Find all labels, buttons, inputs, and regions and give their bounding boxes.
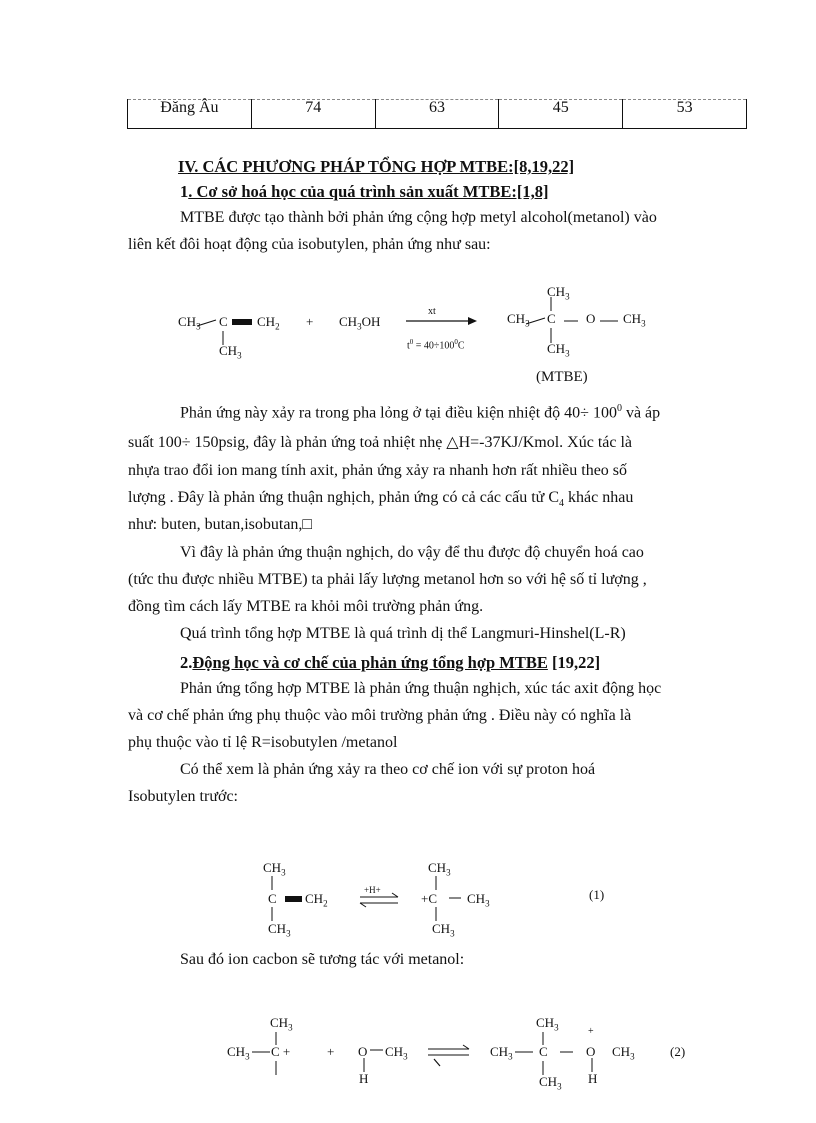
ch3-top: $CH_3$	[536, 1015, 559, 1033]
hydrogen: H	[359, 1071, 369, 1086]
product-carbon: C	[547, 311, 556, 326]
methanol-oxygen: O	[358, 1044, 368, 1059]
temperature-label: $t^0 = 40\div 100^0C$	[407, 338, 465, 352]
paragraph-line: nhựa trao đổi ion mang tính axit, phản ứng xảy ra nhanh hơn rất nhiều theo số	[128, 462, 628, 479]
equilibrium-arrow	[392, 893, 398, 897]
paragraph-line: Có thể xem là phản ứng xảy ra theo cơ chế ion với sự proton hoá	[180, 761, 596, 778]
carbon-atom: C	[539, 1044, 548, 1059]
paragraph-line: như: buten, butan,isobutan,□	[128, 516, 313, 533]
equation-number: (1)	[589, 887, 605, 902]
ch3-left: $CH_3$	[227, 1044, 250, 1062]
proton-label: +H+	[364, 885, 381, 895]
double-bond-mark	[285, 896, 302, 902]
reactant-isobutylene: $CH_3$	[178, 314, 201, 332]
subheading-2-text: Động học và cơ chế của phản ứng tổng hợp MTBE	[192, 653, 548, 672]
bond-line	[526, 318, 545, 324]
paragraph-line: Phản ứng này xảy ra trong pha lỏng ở tại điều kiện nhiệt độ $40\div 100^0$ và áp	[180, 403, 661, 422]
arrow-head	[468, 317, 477, 325]
paragraph-line: Sau đó ion cacbon sẽ tương tác với metanol:	[180, 951, 465, 968]
product-ch3-right: $CH_3$	[623, 311, 646, 329]
carbocation: C +	[271, 1044, 291, 1059]
equilibrium-arrow	[434, 1059, 440, 1066]
paragraph-line: phụ thuộc vào tỉ lệ R=isobutylen /metanol	[128, 734, 398, 751]
carbocation: +C	[421, 891, 438, 906]
paragraph-line: liên kết đôi hoạt động của isobutylen, phản ứng như sau:	[128, 236, 491, 253]
product-ch3-bottom: $CH_3$	[547, 341, 570, 359]
ch3-top: $CH_3$	[263, 860, 286, 878]
ch3-right: $CH_3$	[467, 891, 490, 909]
carbon-atom: C	[268, 891, 277, 906]
paragraph-line: Isobutylen trước:	[128, 788, 238, 805]
subheading-2-number: 2.	[180, 653, 193, 672]
paragraph-line: MTBE được tạo thành bởi phản ứng cộng hợp metyl alcohol(metanol) vào	[180, 209, 657, 226]
subheading-2	[180, 653, 600, 673]
ch3-bottom: $CH_3$	[432, 921, 455, 939]
table-cell: 74	[251, 100, 375, 129]
equilibrium-arrow	[360, 903, 366, 907]
paragraph-line: (tức thu được nhiều MTBE) ta phải lấy lượng metanol hơn so với hệ số tỉ lượng ,	[128, 571, 647, 588]
paragraph-line: lượng . Đây là phản ứng thuận nghịch, phản ứng có cả các cấu tử $C_4$ khác nhau	[128, 489, 634, 510]
section-heading: IV. CÁC PHƯƠNG PHÁP TỔNG HỢP MTBE:[8,19,22]	[178, 157, 575, 176]
subheading-1-number: 1	[180, 182, 189, 201]
paragraph-line: Vì đây là phản ứng thuận nghịch, do vậy để thu được độ chuyển hoá cao	[180, 544, 644, 561]
ch3-top: $CH_3$	[270, 1015, 293, 1033]
ch2-group: $CH_2$	[257, 314, 280, 332]
ch3-top: $CH_3$	[428, 860, 451, 878]
subheading-1-text: . Cơ sở hoá học của quá trình sản xuất MTBE:[1,8]	[188, 182, 549, 201]
ch3-bottom: $CH_3$	[539, 1074, 562, 1092]
bond-line	[197, 320, 216, 326]
equation-number: (2)	[670, 1044, 686, 1059]
product-label: (MTBE)	[536, 369, 588, 385]
catalyst-label: xt	[428, 306, 436, 317]
oxonium-oxygen: O	[586, 1044, 596, 1059]
ch2-group: $CH_2$	[305, 891, 328, 909]
product-ch3-top: $CH_3$	[547, 284, 570, 302]
methanol-ch3: $CH_3$	[385, 1044, 408, 1062]
paragraph-line: và cơ chế phản ứng phụ thuộc vào môi trường phản ứng . Điều này có nghĩa là	[128, 707, 632, 724]
table-cell: Đăng Âu	[128, 100, 252, 129]
table-cell: 63	[375, 100, 499, 129]
paragraph-line: Quá trình tổng hợp MTBE là quá trình dị thể Langmuri-Hinshel(L-R)	[180, 625, 626, 642]
hydrogen: H	[588, 1071, 598, 1086]
product-oxygen: O	[586, 311, 596, 326]
oxonium-charge: +	[588, 1026, 594, 1037]
table-cell: 45	[499, 100, 623, 129]
subheading-2-ref: [19,22]	[547, 653, 601, 672]
equilibrium-arrow	[463, 1045, 469, 1049]
plus-sign: +	[306, 314, 314, 329]
paragraph-line: Phản ứng tổng hợp MTBE là phản ứng thuận nghịch, xúc tác axit động học	[180, 680, 662, 697]
ch3-bottom: $CH_3$	[268, 921, 291, 939]
carbon-atom: C	[219, 314, 228, 329]
ch3-branch: $CH_3$	[219, 343, 242, 361]
plus-sign: +	[327, 1044, 335, 1059]
table-cell: 53	[623, 100, 747, 129]
oxonium-ch3: $CH_3$	[612, 1044, 635, 1062]
double-bond-mark	[232, 319, 252, 325]
ch3-left: $CH_3$	[490, 1044, 513, 1062]
paragraph-line: đồng tìm cách lấy MTBE ra khỏi môi trường phản ứng.	[128, 598, 484, 615]
product-ch3-left: $CH_3$	[507, 311, 530, 329]
reactant-methanol: $CH_3OH$	[339, 314, 381, 332]
paragraph-line: suất 100÷ 150psig, đây là phản ứng toả nhiệt nhẹ △H=-37KJ/Kmol. Xúc tác là	[128, 434, 633, 451]
